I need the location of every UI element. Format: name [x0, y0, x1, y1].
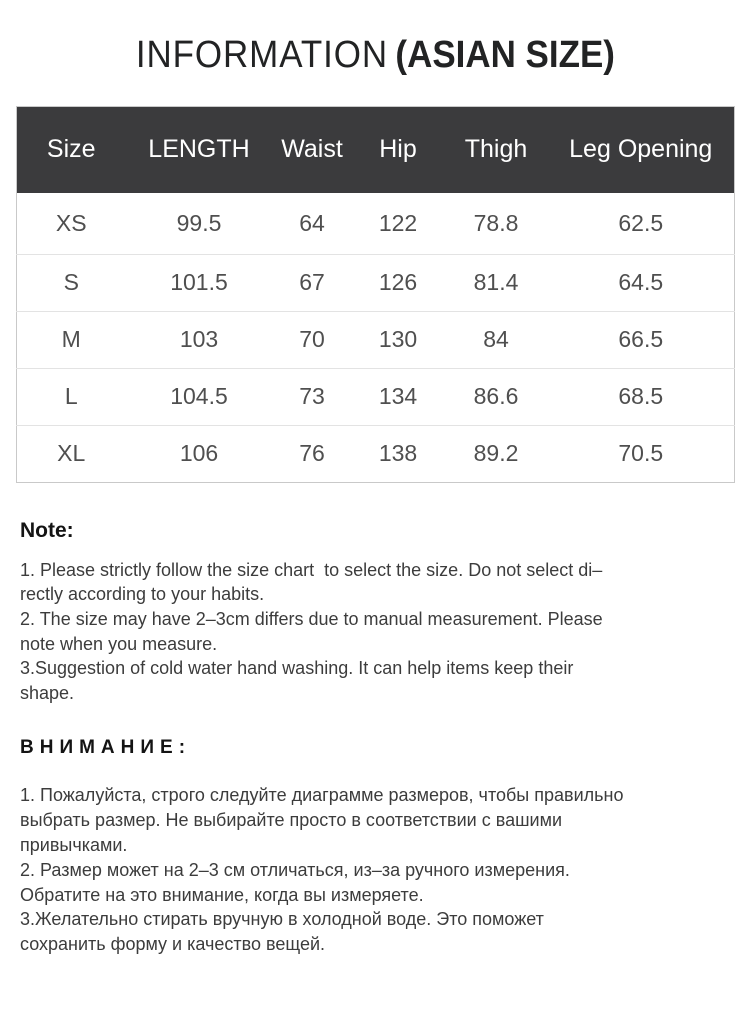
table-row-xl [16, 425, 734, 482]
attention-heading: ВНИМАНИЕ: [20, 737, 192, 759]
waist-cell: 70 [272, 311, 352, 368]
attention-line: выбрать размер. Не выбирайте просто в соответствии с вашими [20, 810, 563, 831]
note-line: 1. Please strictly follow the size chart to select the size. Do not select di– [20, 559, 603, 580]
attention-line: Обратите на это внимание, когда вы измеряете. [20, 884, 424, 905]
waist-cell: 64 [299, 209, 325, 236]
hip-cell: 138 [352, 425, 444, 482]
note-line: 2. The size may have 2–3cm differs due to manual measurement. Please [20, 609, 603, 630]
attention-line: 2. Размер может на 2–3 см отличаться, из–за ручного измерения. [20, 859, 570, 880]
size-cell: M [16, 311, 126, 368]
thigh-cell: 81.4 [444, 254, 548, 311]
column-header-length: LENGTH [126, 106, 272, 193]
note-line: shape. [20, 682, 75, 703]
header-row [16, 106, 734, 193]
note-section [20, 519, 730, 706]
page-title [0, 36, 750, 76]
length-cell: 104.5 [126, 368, 272, 425]
waist-cell: 76 [272, 425, 352, 482]
waist-cell: 67 [272, 254, 352, 311]
note-line: 3.Suggestion of cold water hand washing. It can help items keep their [20, 658, 574, 679]
hip-cell: 122 [378, 209, 418, 236]
page-title-text [135, 36, 614, 76]
attention-body [20, 783, 730, 957]
size-chart-table [16, 106, 735, 483]
length-cell: 99.5 [176, 209, 222, 236]
thigh-cell: 89.2 [444, 425, 548, 482]
size-cell: XL [16, 425, 126, 482]
column-header-hip: Hip [352, 106, 444, 193]
title-asian-size: (ASIAN SIZE) [395, 34, 615, 76]
thigh-cell: 78.8 [473, 209, 519, 236]
waist-cell: 73 [272, 368, 352, 425]
attention-line: 3.Желательно стирать вручную в холодной воде. Это поможет [20, 909, 544, 930]
leg-opening-cell: 64.5 [548, 254, 734, 311]
thigh-cell: 84 [444, 311, 548, 368]
table-row-l [16, 368, 734, 425]
hip-cell: 130 [352, 311, 444, 368]
size-cell: L [16, 368, 126, 425]
leg-opening-cell: 62.5 [618, 209, 664, 236]
note-line: note when you measure. [20, 633, 218, 654]
note-body [20, 558, 730, 706]
attention-line: сохранить форму и качество вещей. [20, 934, 326, 955]
attention-line: привычками. [20, 835, 128, 856]
table-row-m [16, 311, 734, 368]
hip-cell: 126 [352, 254, 444, 311]
length-cell: 101.5 [126, 254, 272, 311]
leg-opening-cell: 70.5 [548, 425, 734, 482]
column-header-thigh: Thigh [444, 106, 548, 193]
hip-cell: 134 [352, 368, 444, 425]
attention-section [20, 737, 730, 957]
column-header-size: Size [16, 106, 126, 193]
size-cell: S [16, 254, 126, 311]
length-cell: 103 [126, 311, 272, 368]
table-row-s [16, 254, 734, 311]
size-cell: XS [55, 209, 87, 236]
column-header-leg-opening: Leg Opening [548, 106, 734, 193]
attention-line: 1. Пожалуйста, строго следуйте диаграмме размеров, чтобы правильно [20, 785, 624, 806]
length-cell: 106 [126, 425, 272, 482]
leg-opening-cell: 66.5 [548, 311, 734, 368]
leg-opening-cell: 68.5 [548, 368, 734, 425]
table-row-xs [16, 193, 734, 255]
title-information: INFORMATION [135, 34, 388, 76]
size-info-page [0, 36, 750, 957]
column-header-waist: Waist [272, 106, 352, 193]
thigh-cell: 86.6 [444, 368, 548, 425]
note-line: rectly according to your habits. [20, 584, 265, 605]
note-heading: Note: [20, 518, 74, 542]
